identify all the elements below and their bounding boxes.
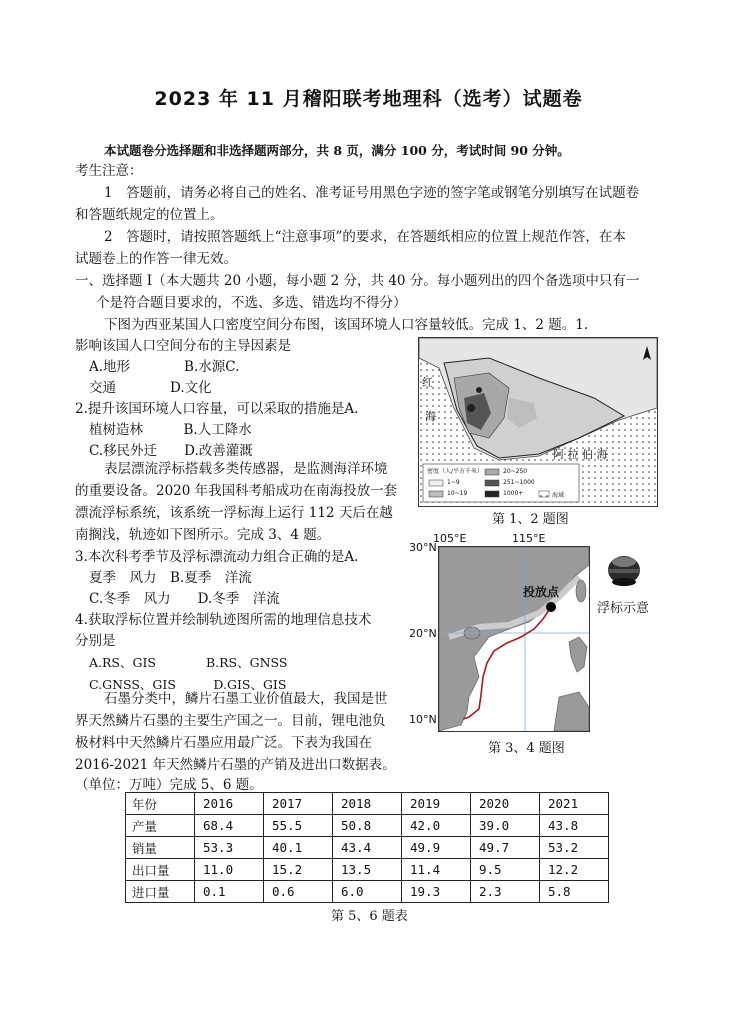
legend-item-1: 1~9 [447,479,460,486]
graphite-data-table [125,792,609,903]
table-cell: 6.0 [333,881,402,903]
release-point-label: 投放点 [523,585,560,599]
table-cell: 49.9 [402,837,471,859]
lat-10-label: 10°N [409,713,437,726]
note-1-line-1: 1 答题前，请务必将自己的姓名、准考证号用黑色字迹的签字笔或钢笔分别填写在试题卷 [104,185,640,201]
q56-stem-2: 界天然鳞片石墨的主要生产国之一。目前，锂电池负 [75,713,386,729]
table-cell: 53.2 [540,837,609,859]
note-2-line-1: 2 答题时，请按照答题纸上“注意事项”的要求，在答题纸相应的位置上规范作答，在本 [104,229,626,245]
figure-3-4-caption: 第 3、4 题图 [488,741,565,756]
q2-options-ab: 植树造林 B.人工降水 [89,422,252,438]
table-cell: 49.7 [471,837,540,859]
buoy-icon [604,552,644,592]
table-cell: 产量 [126,815,195,837]
q34-stem-2: 的重要设备。2020 年我国科考船成功在南海投放一套 [75,483,398,499]
table-cell: 68.4 [195,815,264,837]
table-cell: 销量 [126,837,195,859]
table-row [126,881,609,903]
table-cell: 9.5 [471,859,540,881]
table-cell: 53.3 [195,837,264,859]
q4-options-ab: A.RS、GIS B.RS、GNSS [89,655,288,670]
table-cell: 12.2 [540,859,609,881]
q1-options-cd: 交通 D.文化 [89,380,212,396]
q56-stem-4: 2016-2021 年天然鳞片石墨的产销及进出口数据表。 [75,757,396,773]
figure-1-2-caption: 第 1、2 题图 [492,512,569,527]
table-5-6-caption: 第 5、6 题表 [331,909,408,924]
table-cell: 11.0 [195,859,264,881]
lon-105-label: 105°E [433,532,467,545]
table-row [126,837,609,859]
buoy-illustration [604,552,644,592]
table-header-cell: 2020 [471,793,540,815]
table-row [126,815,609,837]
table-cell: 50.8 [333,815,402,837]
table-cell: 进口量 [126,881,195,903]
population-density-map [418,337,658,507]
lat-30-label: 30°N [409,541,437,554]
legend-item-3: 20~250 [503,468,528,475]
table-cell: 11.4 [402,859,471,881]
buoy-track-map [438,546,590,732]
q1-stem: 影响该国人口空间分布的主导因素是 [75,338,291,354]
section-1-heading: 一、选择题 I（本大题共 20 小题，每小题 2 分，共 40 分。每小题列出的四个备选项中只有一 [75,273,640,289]
section-1-heading-cont: 个是符合题目要求的，不选、多选、错选均不得分） [96,295,407,311]
q56-stem-3: 极材料中天然鳞片石墨应用最广泛。下表为我国在 [75,735,372,751]
table-cell: 19.3 [402,881,471,903]
table-cell: 39.0 [471,815,540,837]
page-title: 2023 年 11 月稽阳联考地理科（选考）试题卷 [154,88,583,110]
legend-title: 密度（人/平方千米） [427,468,484,475]
legend-item-sea: 海域 [552,492,565,499]
table-cell: 0.1 [195,881,264,903]
q56-stem-1: 石墨分类中，鳞片石墨工业价值最大，我国是世 [104,691,388,707]
table-cell: 13.5 [333,859,402,881]
table-row [126,859,609,881]
table-cell: 40.1 [264,837,333,859]
table-header-cell: 2017 [264,793,333,815]
q4-stem-1: 4.获取浮标位置并绘制轨迹图所需的地理信息技术 [75,612,372,628]
q3-options-ab: 夏季 风力 B.夏季 洋流 [89,570,252,586]
q34-stem-1: 表层漂流浮标搭载多类传感器，是监测海洋环境 [104,461,388,477]
table-header-cell: 2016 [195,793,264,815]
q2-stem: 2.提升该国环境人口容量，可以采取的措施是A. [75,401,359,417]
table-cell: 2.3 [471,881,540,903]
q34-stem-3: 漂流浮标系统，该系统一浮标海上运行 112 天后在越 [75,505,393,521]
red-sea-label-2: 海 [425,410,436,423]
notice-label: 考生注意： [75,163,143,179]
table-header-cell: 年份 [126,793,195,815]
legend-item-2: 10~19 [447,490,468,497]
release-point-marker [546,602,556,612]
taiwan-island [576,580,586,602]
q56-stem-5: （单位：万吨）完成 5、6 题。 [75,777,263,793]
table-cell: 15.2 [264,859,333,881]
q3-options-cd: C.冬季 风力 D.冬季 洋流 [89,591,280,607]
table-cell: 42.0 [402,815,471,837]
arabian-sea-label: 阿 拉 伯 海 [553,448,608,461]
q2-options-cd: C.移民外迁 D.改善灌溉 [89,443,253,459]
table-header-cell: 2019 [402,793,471,815]
density-zone-highest [476,387,482,393]
q4-stem-2: 分别是 [75,633,116,649]
table-header-cell: 2018 [333,793,402,815]
q4-options-cd: C.GNSS、GIS D.GIS、GIS [89,677,287,692]
q12-stem: 下图为西亚某国人口密度空间分布图，该国环境人口容量较低。完成 1、2 题。1. [104,317,589,333]
buoy-label: 浮标示意 [597,601,650,616]
table-cell: 43.4 [333,837,402,859]
q1-options-ab: A.地形 B.水源C. [89,359,240,375]
table-cell: 0.6 [264,881,333,903]
table-cell: 5.8 [540,881,609,903]
buoy-track-map-svg [439,547,589,731]
table-cell: 55.5 [264,815,333,837]
lat-20-label: 20°N [409,627,437,640]
table-header-cell: 2021 [540,793,609,815]
table-header-row [126,793,609,815]
table-cell: 43.8 [540,815,609,837]
legend-item-4: 251~1000 [503,479,535,486]
table-cell: 出口量 [126,859,195,881]
red-sea-label: 红 [422,376,433,389]
q3-stem: 3.本次科考季节及浮标漂流动力组合正确的是A. [75,549,359,565]
legend-item-5: 1000+ [503,490,524,497]
lon-115-label: 115°E [512,532,546,545]
q34-stem-4: 南搁浅，轨迹如下图所示。完成 3、4 题。 [75,527,331,543]
note-2-line-2: 试题卷上的作答一律无效。 [75,251,237,267]
note-1-line-2: 和答题纸规定的位置上。 [75,207,224,223]
exam-instructions: 本试题卷分选择题和非选择题两部分，共 8 页，满分 100 分，考试时间 90 分钟。 [104,143,570,158]
density-zone-highest [467,404,475,412]
